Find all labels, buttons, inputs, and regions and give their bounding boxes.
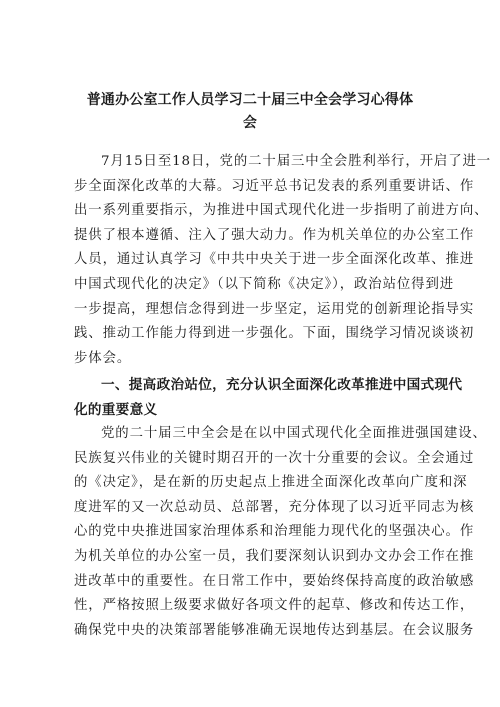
paragraph-intro (74, 150, 492, 371)
section-heading (74, 373, 463, 422)
paragraph-line: 心的党中央推进国家治理体系和治理能力现代化的坚强决心。作 (74, 524, 475, 540)
paragraph-line: 为机关单位的办公室一员，我们要深刻认识到办文办会工作在推 (74, 548, 475, 564)
paragraph-line: 民族复兴伟业的关键时期召开的一次十分重要的会议。全会通过 (74, 450, 475, 466)
paragraph-line: 人员，通过认真学习《中共中央关于进一步全面深化改革、推进 (74, 252, 475, 268)
heading-line: 化的重要意义 (74, 401, 158, 418)
paragraph-line: 进改革中的重要性。在日常工作中，要始终保持高度的政治敏感 (74, 573, 475, 589)
paragraph-line: 的《决定》，是在新的历史起点上推进全面深化改革向广度和深 (74, 475, 468, 491)
paragraph-line: 步体会。 (74, 350, 132, 366)
paragraph-line: 确保党中央的决策部署能够准确无误地传达到基层。在会议服务 (74, 622, 475, 638)
paragraph-line: 践、推动工作能力得到进一步强化。下面，围绕学习情况谈谈初 (74, 326, 475, 342)
paragraph-line: 度进军的又一次总动员、总部署，充分体现了以习近平同志为核 (74, 499, 475, 515)
paragraph-line: 提供了根本遵循、注入了强大动力。作为机关单位的办公室工作 (74, 227, 475, 243)
paragraph-line: 一步提高，理想信念得到进一步坚定，运用党的创新理论指导实 (74, 301, 475, 317)
paragraph-section-1 (74, 422, 487, 643)
paragraph-line: 7月15日至18日，党的二十届三中全会胜利举行，开启了进一 (101, 154, 492, 169)
paragraph-line: 步全面深化改革的大幕。习近平总书记发表的系列重要讲话、作 (74, 178, 475, 194)
paragraph-line: 性，严格按照上级要求做好各项文件的起草、修改和传达工作， (74, 598, 475, 614)
title-line: 会 (242, 115, 258, 131)
paragraph-line: 出一系列重要指示，为推进中国式现代化进一步指明了前进方向、 (74, 203, 489, 219)
document-title (70, 89, 430, 135)
heading-line: 一、提高政治站位，充分认识全面深化改革推进中国式现代 (101, 377, 463, 393)
paragraph-line: 党的二十届三中全会是在以中国式现代化全面推进强国建设、 (101, 426, 487, 441)
paragraph-line: 中国式现代化的决定》（以下简称《决定》），政治站位得到进 (74, 276, 455, 292)
title-line: 普通办公室工作人员学习二十届三中全会学习心得体 (86, 92, 414, 108)
